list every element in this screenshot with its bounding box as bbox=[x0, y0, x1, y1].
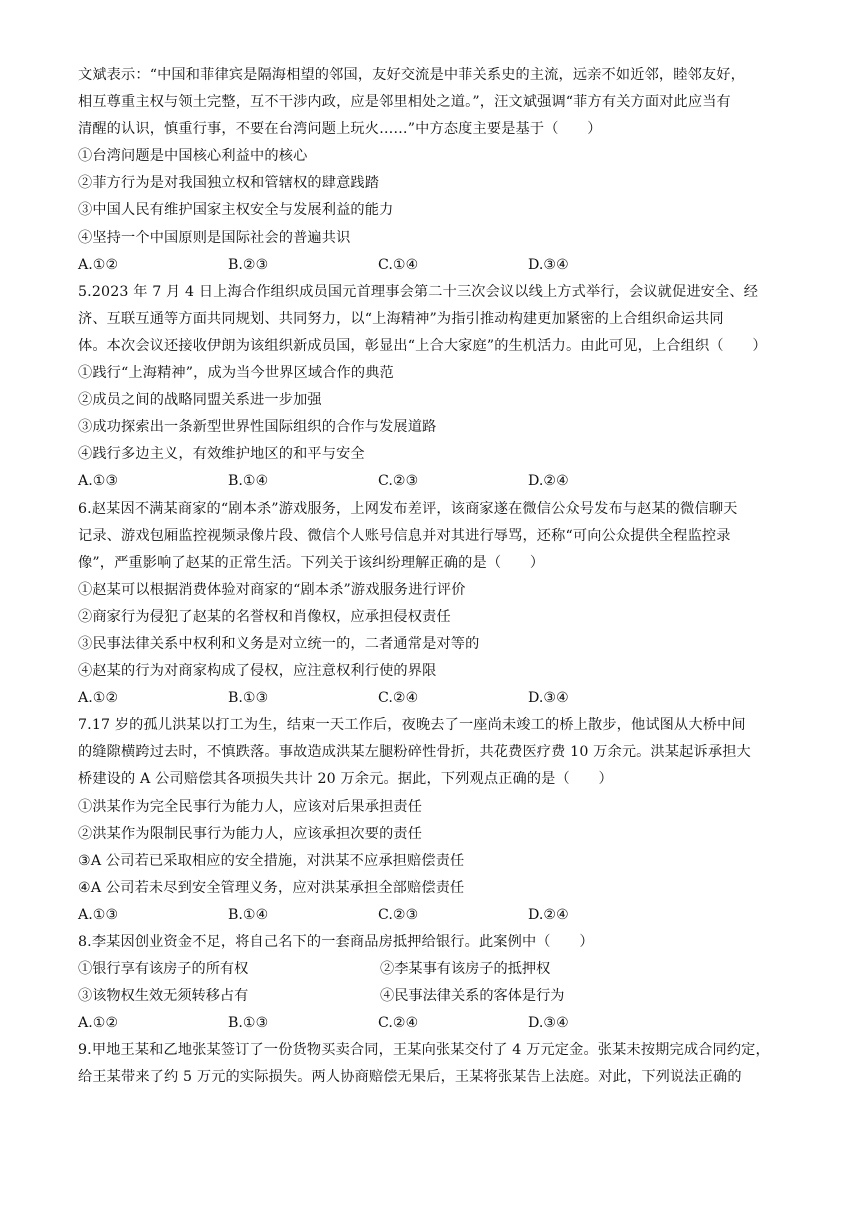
option-b[interactable]: B.①③ bbox=[228, 1015, 269, 1032]
statement-item: ③A 公司若已采取相应的安全措施，对洪某不应承担赔偿责任 bbox=[78, 852, 465, 869]
statement-item: ②李某事有该房子的抵押权 bbox=[380, 961, 551, 978]
question-stem-line: 8.李某因创业资金不足，将自己名下的一套商品房抵押给银行。此案例中（ ） bbox=[78, 934, 594, 950]
question-stem-line: 记录、游戏包厢监控视频录像片段、微信个人账号信息并对其进行辱骂，还称“可向公众提供全程监控录 bbox=[78, 527, 731, 544]
statement-item: ②成员之间的战略同盟关系进一步加强 bbox=[78, 392, 322, 409]
question-8 bbox=[78, 929, 784, 1037]
question-stem-line: 清醒的认识，慎重行事，不要在台湾问题上玩火……”中方态度主要是基于（ ） bbox=[78, 121, 602, 138]
option-d[interactable]: D.③④ bbox=[528, 1015, 569, 1032]
question-7 bbox=[78, 712, 784, 929]
statement-item: ②商家行为侵犯了赵某的名誉权和肖像权，应承担侵权责任 bbox=[78, 608, 451, 625]
option-a[interactable]: A.①③ bbox=[78, 473, 119, 490]
statement-item: ②洪某作为限制民事行为能力人，应该承担次要的责任 bbox=[78, 825, 423, 842]
answer-options bbox=[78, 1010, 784, 1037]
option-c[interactable]: C.②④ bbox=[378, 690, 419, 707]
statement-pair-row bbox=[78, 983, 784, 1010]
statement-item: ③民事法律关系中权利和义务是对立统一的，二者通常是对等的 bbox=[78, 635, 480, 652]
statement-item: ①台湾问题是中国核心利益中的核心 bbox=[78, 148, 308, 165]
option-b[interactable]: B.①④ bbox=[228, 906, 269, 923]
option-b[interactable]: B.①④ bbox=[228, 473, 269, 490]
question-4 bbox=[78, 62, 784, 279]
question-stem-line: 体。本次会议还接收伊朗为该组织新成员国，彰显出“上合大家庭”的生机活力。由此可见，上合组织（ ） bbox=[78, 337, 767, 354]
option-a[interactable]: A.①② bbox=[78, 1015, 119, 1032]
statement-item: ③成功探索出一条新型世界性国际组织的合作与发展道路 bbox=[78, 419, 437, 436]
question-5 bbox=[78, 279, 784, 496]
question-stem-line: 济、互联互通等方面共同规划、共同努力，以“上海精神”为指引推动构建更加紧密的上合组织命运共同 bbox=[78, 310, 724, 327]
statement-item: ①践行“上海精神”，成为当今世界区域合作的典范 bbox=[78, 365, 394, 382]
statement-item: ④坚持一个中国原则是国际社会的普遍共识 bbox=[78, 229, 351, 246]
statement-item: ①银行享有该房子的所有权 bbox=[78, 961, 249, 978]
option-d[interactable]: D.②④ bbox=[528, 906, 569, 923]
option-c[interactable]: C.①④ bbox=[378, 256, 419, 273]
question-stem-line: 的缝隙横跨过去时，不慎跌落。事故造成洪某左腿粉碎性骨折，共花费医疗费 10 万余元。洪某起诉承担大 bbox=[78, 744, 751, 761]
statement-item: ①洪某作为完全民事行为能力人，应该对后果承担责任 bbox=[78, 798, 423, 815]
question-stem-line: 文斌表示：“中国和菲律宾是隔海相望的邻国，友好交流是中菲关系史的主流，远亲不如近邻，睦邻友好， bbox=[78, 67, 745, 83]
statement-pair-row bbox=[78, 956, 784, 983]
answer-options bbox=[78, 902, 784, 929]
option-c[interactable]: C.②③ bbox=[378, 906, 419, 923]
question-stem-line: 像”，严重影响了赵某的正常生活。下列关于该纠纷理解正确的是（ ） bbox=[78, 554, 545, 571]
question-stem-line: 桥建设的 A 公司赔偿其各项损失共计 20 万余元。据此，下列观点正确的是（ ） bbox=[78, 771, 613, 788]
statement-item: ①赵某可以根据消费体验对商家的“剧本杀”游戏服务进行评价 bbox=[78, 581, 466, 598]
option-a[interactable]: A.①② bbox=[78, 256, 119, 273]
option-a[interactable]: A.①② bbox=[78, 690, 119, 707]
statement-item: ②菲方行为是对我国独立权和管辖权的肆意践踏 bbox=[78, 175, 380, 192]
statement-item: ③该物权生效无须转移占有 bbox=[78, 988, 249, 1005]
answer-options bbox=[78, 468, 784, 495]
option-b[interactable]: B.②③ bbox=[228, 256, 269, 273]
statement-item: ④A 公司若未尽到安全管理义务，应对洪某承担全部赔偿责任 bbox=[78, 879, 465, 896]
option-c[interactable]: C.②③ bbox=[378, 473, 419, 490]
answer-options bbox=[78, 252, 784, 279]
question-stem-line: 给王某带来了约 5 万元的实际损失。两人协商赔偿无果后，王某将张某告上法庭。对此，下列说法正确的 bbox=[78, 1069, 742, 1086]
question-9 bbox=[78, 1037, 784, 1091]
question-stem-line: 9.甲地王某和乙地张某签订了一份货物买卖合同，王某向张某交付了 4 万元定金。张某未按期完成合同约定， bbox=[78, 1042, 770, 1059]
statement-item: ④民事法律关系的客体是行为 bbox=[380, 988, 565, 1005]
exam-page bbox=[78, 62, 784, 1092]
question-stem-line: 7.17 岁的孤儿洪某以打工为生，结束一天工作后，夜晚去了一座尚未竣工的桥上散步，他试图从大桥中间 bbox=[78, 717, 746, 734]
option-b[interactable]: B.①③ bbox=[228, 690, 269, 707]
question-stem-line: 5.2023 年 7 月 4 日上海合作组织成员国元首理事会第二十三次会议以线上方式举行，会议就促进安全、经 bbox=[78, 283, 759, 300]
option-d[interactable]: D.③④ bbox=[528, 256, 569, 273]
question-stem-line: 6.赵某因不满某商家的“剧本杀”游戏服务，上网发布差评，该商家遂在微信公众号发布与赵某的微信聊天 bbox=[78, 500, 738, 517]
question-stem-line: 相互尊重主权与领土完整，互不干涉内政，应是邻里相处之道。”，汪文斌强调“菲方有关方面对此应当有 bbox=[78, 94, 731, 111]
statement-item: ④赵某的行为对商家构成了侵权，应注意权利行使的界限 bbox=[78, 663, 437, 680]
option-d[interactable]: D.③④ bbox=[528, 690, 569, 707]
option-a[interactable]: A.①③ bbox=[78, 906, 119, 923]
option-c[interactable]: C.②④ bbox=[378, 1015, 419, 1032]
option-d[interactable]: D.②④ bbox=[528, 473, 569, 490]
answer-options bbox=[78, 685, 784, 712]
question-6 bbox=[78, 496, 784, 713]
statement-item: ④践行多边主义，有效维护地区的和平与安全 bbox=[78, 446, 365, 463]
statement-item: ③中国人民有维护国家主权安全与发展利益的能力 bbox=[78, 202, 394, 219]
